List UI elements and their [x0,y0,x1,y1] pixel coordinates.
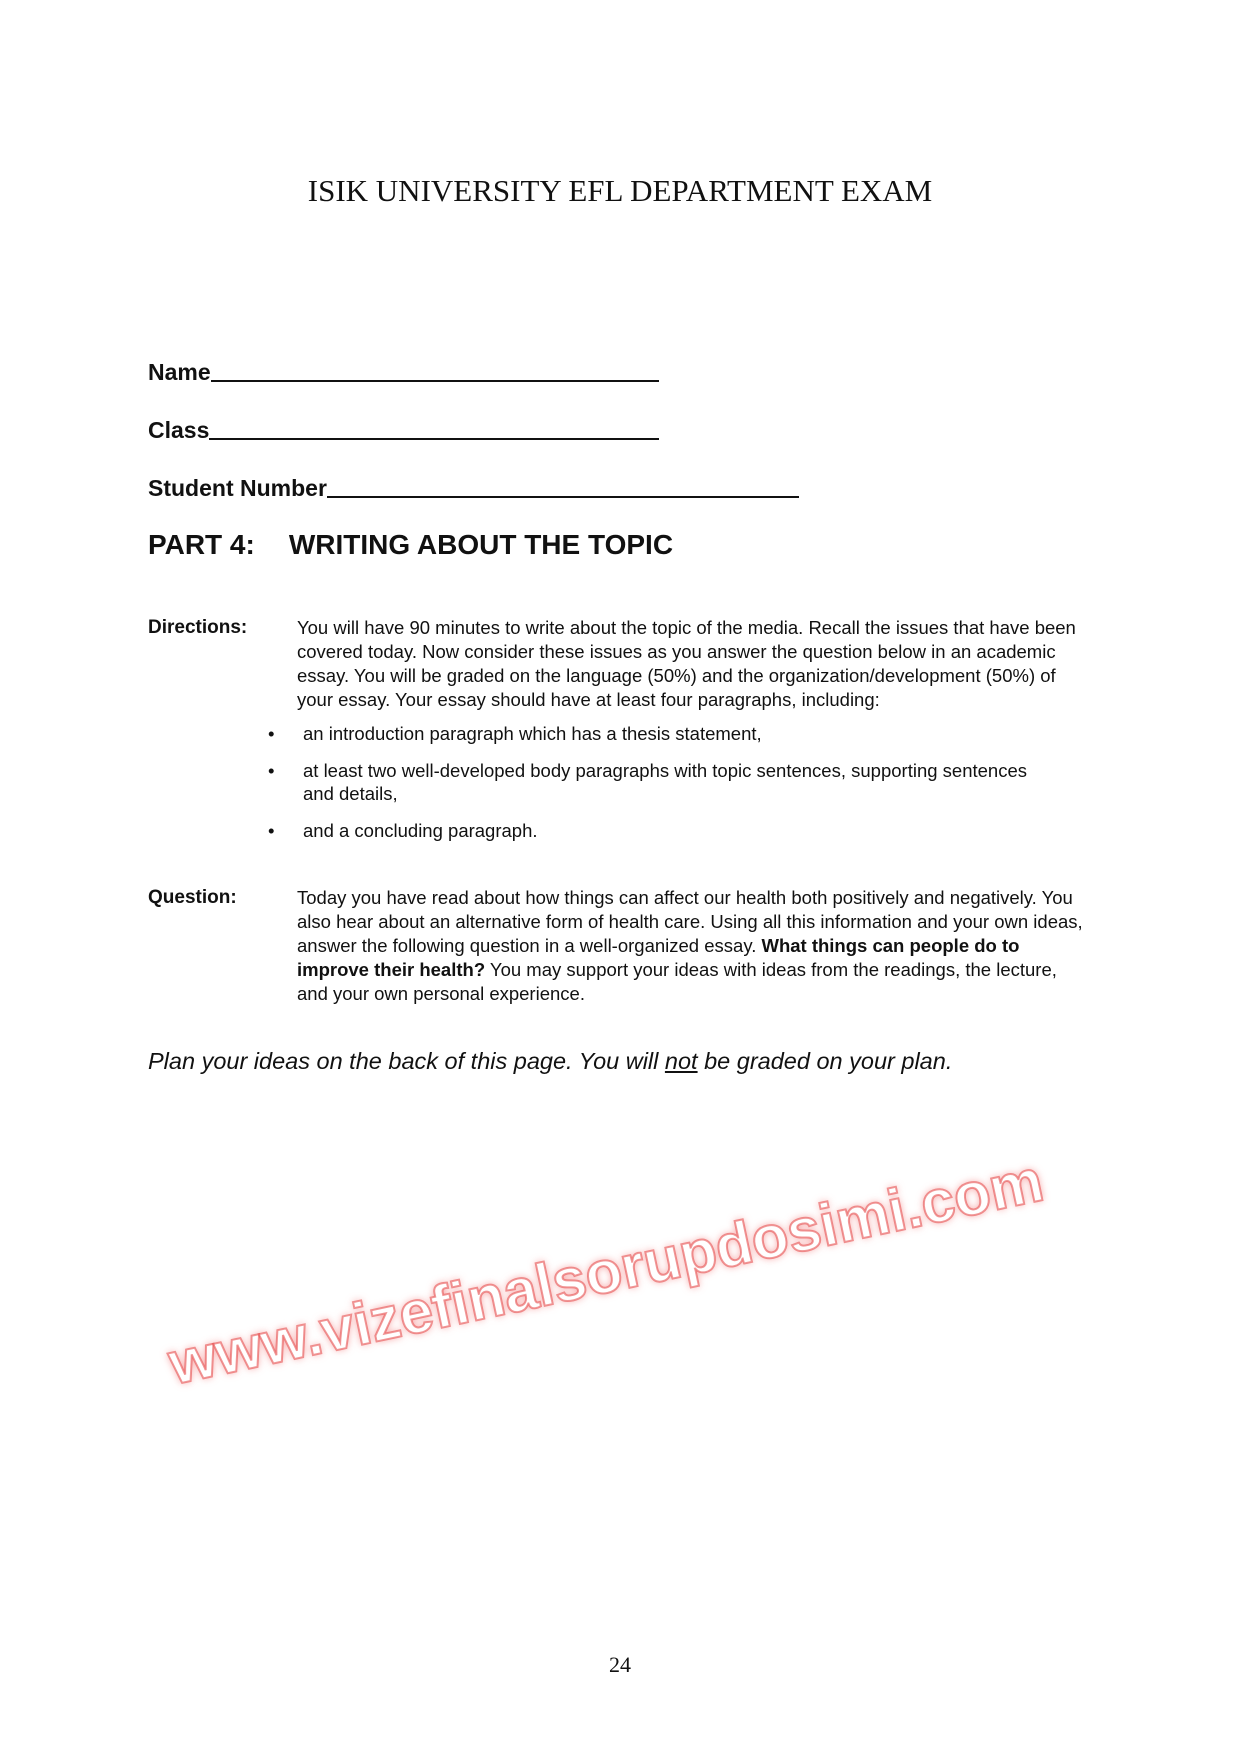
student-number-field[interactable] [148,474,1098,502]
class-field[interactable] [148,416,1098,444]
question-text: Today you have read about how things can affect our health both positively and negatively. You also hear about an alternative form of health care. Using all this information and your own ideas, answer the following question in a well-organized essay. What things can people do to improve their health? You may support your ideas with ideas from the readings, the lecture, and your own personal experience. [297,887,1083,1004]
bullet-icon: • [268,723,275,744]
exam-title: ISIK UNIVERSITY EFL DEPARTMENT EXAM [307,173,933,208]
student-fields [148,358,1098,502]
bullet-icon: • [268,820,275,841]
directions-section [148,616,1098,712]
part-heading [148,528,1098,562]
plan-note: Plan your ideas on the back of this page. You will not be graded on your plan. [148,1048,953,1074]
page-number: 24 [609,1652,631,1677]
student-number-line [327,496,799,498]
question-bold: What things can people do to improve their health? [297,935,1020,980]
page-content [148,172,1098,1076]
list-item: • and a concluding paragraph. [268,820,538,841]
watermark: www.vizefinalsorupdosimi.com [163,1146,1049,1398]
class-label: Class [148,417,210,443]
directions-label: Directions: [148,617,248,638]
name-label: Name [148,359,211,385]
student-number-label: Student Number [148,475,327,501]
question-section [148,886,1098,1006]
list-item: • at least two well-developed body paragraphs with topic sentences, supporting sentences and details, [268,760,1027,804]
bullet-icon: • [268,760,275,781]
name-field[interactable] [148,358,1098,386]
directions-text: You will have 90 minutes to write about the topic of the media. Recall the issues that have been covered today. Now consider these issues as you answer the question below in an academic essay. You will be graded on the language (50%) and the organization/development (50%) of your essay. Your essay should have at least four paragraphs, including: [297,617,1076,710]
class-line [209,438,659,440]
part-number: PART 4: [148,529,255,560]
not-underlined: not [664,1048,698,1074]
name-line [211,380,659,382]
list-item: • an introduction paragraph which has a thesis statement, [268,723,762,744]
question-label: Question: [148,887,237,908]
directions-list [268,722,1098,842]
part-title: WRITING ABOUT THE TOPIC [288,529,674,560]
